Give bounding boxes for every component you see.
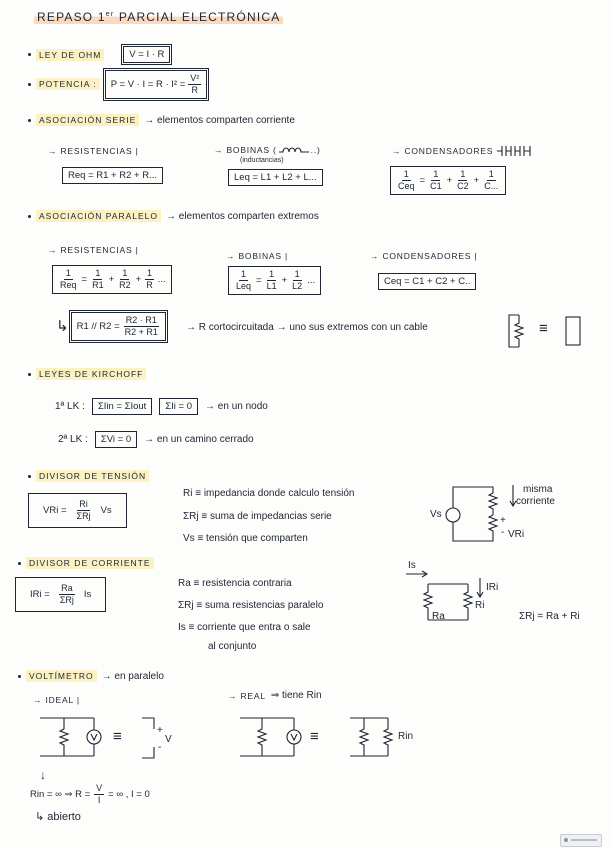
short-equivalence: ≡ <box>539 320 548 337</box>
serie-bobinas-label-end: ..) <box>310 145 321 155</box>
bullet <box>28 119 31 122</box>
bullet <box>18 675 21 678</box>
fraction <box>265 269 279 292</box>
corriente-definition: Ra ≡ resistencia contraria <box>178 578 292 589</box>
paralelo-bobinas-formula <box>228 266 321 295</box>
fraction-numerator: Ra <box>61 583 73 593</box>
real-voltmeter-equivalent <box>348 712 398 762</box>
serie-heading: ASOCIACIÓN SERIE <box>36 114 139 126</box>
tension-definition: ΣRj ≡ suma de impedancias serie <box>183 511 332 522</box>
corriente-ri-label: Ri <box>475 600 485 611</box>
corriente-row <box>18 557 154 569</box>
fraction <box>58 583 76 606</box>
voltimetro-real-label: → REAL <box>228 690 266 701</box>
fraction-denominator: ΣRj <box>59 594 74 605</box>
fraction-denominator: I <box>97 794 101 805</box>
wire-loop-icon <box>566 317 582 347</box>
fraction-numerator: R2 · R1 <box>125 315 157 325</box>
serie-condensadores-label-row <box>392 146 533 156</box>
fraction <box>234 269 253 292</box>
formula-term: = ∞ , I = 0 <box>108 788 150 800</box>
formula-term: ... <box>307 274 316 286</box>
tension-formula <box>28 493 127 528</box>
formula-term: Rin = ∞ ⇒ R = <box>30 788 91 800</box>
formula-term: VRi = <box>43 504 67 516</box>
serie-resistencias-label: → RESISTENCIAS | <box>48 146 139 156</box>
fraction-numerator: 1 <box>294 269 300 279</box>
ohm-heading: LEY DE OHM <box>36 49 104 61</box>
serie-bobinas-label: → BOBINAS ( <box>214 145 277 155</box>
fraction-denominator: Req <box>60 279 77 290</box>
ideal-plus: + <box>157 725 163 736</box>
serie-bobinas-note: (inductancias) <box>240 157 284 164</box>
serie-bobinas-formula: Leq = L1 + L2 + L... <box>228 169 323 186</box>
formula-term: ... <box>157 273 166 285</box>
voltimetro-description: → en paralelo <box>101 670 164 682</box>
fraction-denominator: L1 <box>266 280 277 291</box>
corriente-is-label: Is <box>408 560 416 571</box>
voltimetro-abierto: ↳ abierto <box>35 811 81 823</box>
serie-condensadores-formula <box>390 166 506 195</box>
cortocircuito-text: → R cortocircuitada → uno sus extremos con un cable <box>186 322 428 333</box>
fraction-denominator: R <box>146 279 153 290</box>
down-arrow: ↓ <box>40 768 46 782</box>
paralelo-dos-resistencias-arrow: ↳ <box>56 318 69 336</box>
voltimetro-ideal-label: → IDEAL | <box>33 695 80 705</box>
paralelo-heading: ASOCIACIÓN PARALELO <box>36 210 161 222</box>
bullet <box>28 215 31 218</box>
fraction <box>428 169 444 192</box>
tension-definition: Vs ≡ tensión que comparten <box>183 533 308 544</box>
tension-plus: + <box>500 515 506 526</box>
fraction <box>188 73 201 96</box>
paralelo-condensadores-label: → CONDENSADORES | <box>370 251 478 261</box>
paralelo-condensadores-formula: Ceq = C1 + C2 + C.. <box>378 273 476 290</box>
fraction-numerator: V² <box>190 73 200 83</box>
fraction-denominator: Ceq <box>398 180 415 191</box>
tension-note-line2: corriente <box>516 496 555 507</box>
fraction-denominator: R2 <box>119 279 131 290</box>
corriente-iri-label: IRi <box>486 582 499 593</box>
title-ordinal-suffix: er <box>105 11 115 18</box>
formula-term: + <box>135 273 142 285</box>
paralelo-dos-resistencias-row <box>56 312 166 341</box>
paralelo-resistencias-formula <box>52 265 172 294</box>
open-circuit-icon <box>140 714 160 762</box>
kirchoff-primera-row <box>55 398 268 415</box>
fraction <box>290 269 304 292</box>
capacitor-icon <box>497 146 533 156</box>
bullet <box>28 475 31 478</box>
tension-heading: DIVISOR DE TENSIÓN <box>36 470 149 482</box>
fraction-numerator: 1 <box>460 169 466 179</box>
corriente-definition: ΣRj ≡ suma resistencias paralelo <box>178 600 324 611</box>
kirchoff-primera-formula-a: ΣIin = ΣIout <box>92 398 152 415</box>
formula-term: Is <box>83 588 92 600</box>
bullet <box>28 373 31 376</box>
fraction-denominator: C2 <box>457 180 469 191</box>
fraction-numerator: 1 <box>95 268 101 278</box>
fraction-denominator: R1 <box>92 279 104 290</box>
bullet <box>28 53 31 56</box>
tension-source-label: Vs <box>430 509 442 520</box>
fraction-numerator: 1 <box>403 169 409 179</box>
corriente-ra-label: Ra <box>432 611 445 622</box>
formula-term: + <box>446 174 453 186</box>
fraction-numerator: 1 <box>433 169 439 179</box>
fraction-numerator: 1 <box>65 268 71 278</box>
formula-term: = <box>419 174 426 186</box>
kirchoff-segunda-note: → en un camino cerrado <box>144 434 254 445</box>
serie-condensadores-label: → CONDENSADORES <box>392 146 494 156</box>
paralelo-bobinas-label: → BOBINAS | <box>226 251 289 261</box>
paralelo-description: → elementos comparten extremos <box>165 210 319 222</box>
kirchoff-segunda-row <box>58 431 254 448</box>
ideal-minus: - <box>158 742 162 753</box>
serie-bobinas-label-row <box>214 144 321 156</box>
fraction-denominator: C... <box>484 180 499 191</box>
formula-term: + <box>281 274 288 286</box>
formula-term: Vs <box>100 504 112 516</box>
corriente-definition: Is ≡ corriente que entra o sale <box>178 622 311 633</box>
corriente-heading: DIVISOR DE CORRIENTE <box>26 557 154 569</box>
formula-term: = <box>256 274 262 286</box>
current-divider-circuit <box>400 566 490 628</box>
fraction-numerator: 1 <box>146 268 152 278</box>
kirchoff-primera-label: 1ª LK : <box>55 401 85 412</box>
fraction <box>90 268 106 291</box>
fraction-denominator: L2 <box>292 280 303 291</box>
kirchoff-segunda-label: 2ª LK : <box>58 434 88 445</box>
voltimetro-row <box>18 670 164 682</box>
rin-label: Rin <box>398 731 414 742</box>
title-part-2: PARCIAL ELECTRÓNICA <box>118 10 281 24</box>
formula-term: = <box>81 273 88 285</box>
fraction <box>144 268 155 291</box>
paralelo-row <box>28 210 319 222</box>
fraction <box>58 268 79 291</box>
kirchoff-primera-note: → en un nodo <box>205 401 268 412</box>
fraction <box>75 499 93 522</box>
formula-term: P = V · I = R · I² = <box>110 78 186 90</box>
fraction-numerator: 1 <box>241 269 247 279</box>
fraction <box>123 315 160 338</box>
serie-resistencias-formula: Req = R1 + R2 + R... <box>62 167 163 184</box>
fraction-numerator: 1 <box>488 169 494 179</box>
formula-term: + <box>108 273 115 285</box>
tension-minus: - <box>501 527 505 538</box>
fraction-denominator: R <box>191 84 198 95</box>
tension-note-line1: misma <box>523 484 553 495</box>
fraction-denominator: R2 + R1 <box>124 326 158 337</box>
corriente-formula <box>15 577 106 612</box>
logo <box>560 834 602 847</box>
real-voltmeter-circuit <box>238 712 308 762</box>
fraction-numerator: 1 <box>122 268 128 278</box>
bullet <box>18 562 21 565</box>
fraction-numerator: Ri <box>79 499 88 509</box>
fraction <box>455 169 471 192</box>
voltimetro-real-label-rest: ⇒ tiene Rin <box>270 690 322 701</box>
page-title <box>34 10 283 24</box>
kirchoff-segunda-formula: ΣVi = 0 <box>95 431 137 448</box>
kirchoff-row <box>28 368 146 380</box>
shorted-resistor-icon <box>505 313 529 351</box>
formula-term: IRi = <box>30 588 50 600</box>
title-ordinal: 1 <box>97 10 106 24</box>
fraction-denominator: ΣRj <box>76 510 91 521</box>
ideal-v-label: V <box>165 734 172 745</box>
formula-term: R1 // R2 = <box>76 320 120 332</box>
potencia-heading: POTENCIA : <box>36 78 100 90</box>
fraction <box>117 268 133 291</box>
real-equivalence: ≡ <box>310 728 319 745</box>
formula-term: + <box>473 174 480 186</box>
voltimetro-conclusion <box>30 783 150 806</box>
ohm-row <box>28 46 170 63</box>
ohm-formula: V = I · R <box>123 46 170 63</box>
ideal-voltmeter-circuit <box>38 712 108 762</box>
tension-vri-label: VRi <box>508 529 525 540</box>
tension-definition: Ri ≡ impedancia donde calculo tensión <box>183 488 355 499</box>
serie-row <box>28 114 295 126</box>
corriente-definition: al conjunto <box>208 641 257 652</box>
corriente-sum-label: ΣRj = Ra + Ri <box>519 611 580 622</box>
kirchoff-primera-formula-b: ΣIi = 0 <box>159 398 198 415</box>
voltimetro-heading: VOLTÍMETRO <box>26 670 97 682</box>
potencia-formula <box>105 70 208 99</box>
fraction-denominator: Leq <box>236 280 252 291</box>
fraction-numerator: 1 <box>269 269 275 279</box>
title-part-1: REPASO <box>37 10 94 24</box>
fraction <box>482 169 500 192</box>
potencia-row <box>28 70 207 99</box>
fraction <box>396 169 417 192</box>
voltimetro-real-label-row <box>228 690 322 701</box>
paralelo-resistencias-label: → RESISTENCIAS | <box>48 245 139 255</box>
ideal-equivalence: ≡ <box>113 728 122 745</box>
tension-row <box>28 470 149 482</box>
bullet <box>28 83 31 86</box>
fraction <box>94 783 104 806</box>
kirchoff-heading: LEYES DE KIRCHOFF <box>36 368 146 380</box>
serie-description: → elementos comparten corriente <box>144 114 295 126</box>
fraction-numerator: V <box>96 783 103 793</box>
coil-icon <box>279 144 309 156</box>
paralelo-dos-resistencias-formula <box>71 312 166 341</box>
fraction-denominator: C1 <box>430 180 442 191</box>
